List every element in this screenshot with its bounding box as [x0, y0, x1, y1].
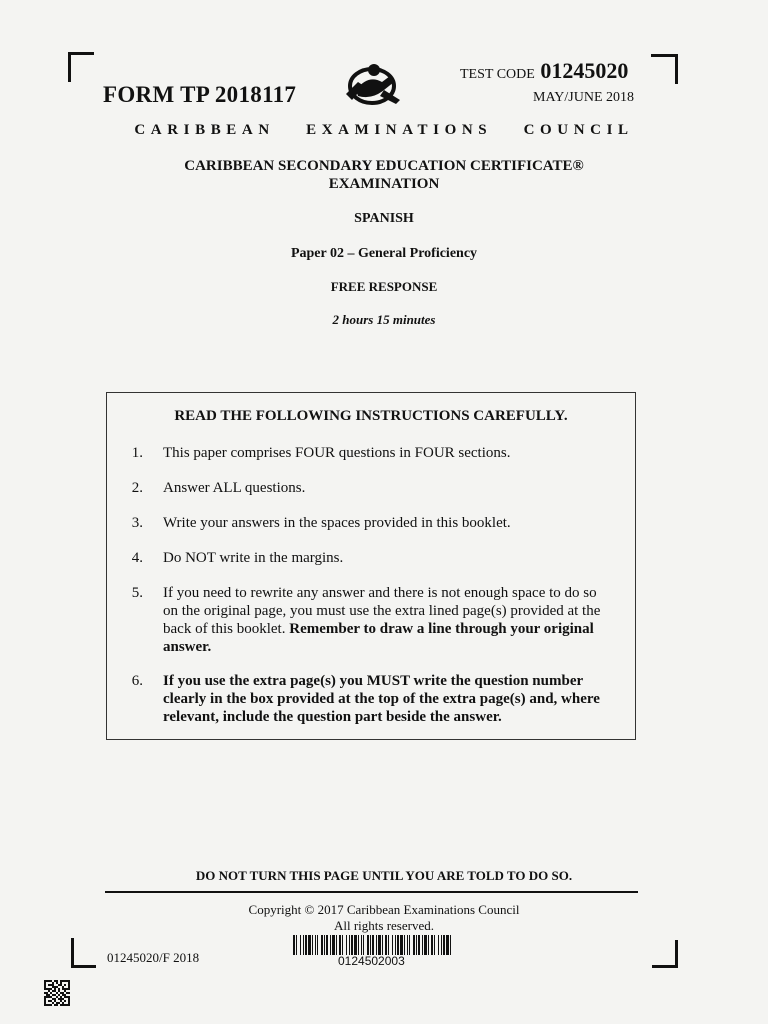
barcode-bar — [416, 935, 417, 955]
qr-module — [48, 996, 50, 998]
qr-module — [44, 1002, 46, 1004]
instruction-text: This paper comprises FOUR questions in FOUR sections. — [163, 445, 511, 461]
qr-module — [60, 980, 62, 982]
paper-title: Paper 02 – General Proficiency — [290, 246, 478, 261]
barcode-bar — [293, 935, 295, 955]
qr-module — [50, 988, 52, 990]
instruction-number: 4. — [131, 550, 143, 566]
test-code-label: TEST CODE — [460, 67, 535, 82]
barcode-bar — [407, 935, 408, 955]
qr-module — [62, 980, 64, 982]
barcode-bar — [392, 935, 393, 955]
corner-mark-bottom-right-v — [675, 940, 678, 968]
qr-module — [60, 1004, 62, 1006]
qr-module — [52, 986, 54, 988]
qr-module — [68, 998, 70, 1000]
qr-module — [64, 990, 66, 992]
corner-mark-top-left-h — [68, 52, 94, 55]
certificate-title-line2: EXAMINATION — [328, 176, 440, 192]
qr-module — [64, 1000, 66, 1002]
qr-module — [52, 982, 54, 984]
qr-module — [48, 1004, 50, 1006]
qr-module — [44, 996, 46, 998]
barcode-bar — [409, 935, 410, 955]
barcode-bar — [317, 935, 318, 955]
qr-module — [64, 996, 66, 998]
qr-module — [60, 1000, 62, 1002]
qr-module — [46, 992, 48, 994]
qr-module — [52, 984, 54, 986]
qr-module — [62, 986, 64, 988]
qr-module — [48, 988, 50, 990]
qr-module — [64, 994, 66, 996]
exam-duration: 2 hours 15 minutes — [332, 312, 436, 327]
barcode-bar — [424, 935, 427, 955]
council-name: CARIBBEAN EXAMINATIONS COUNCIL — [134, 122, 634, 138]
barcode-bar — [431, 935, 433, 955]
instruction-text: If you need to rewrite any answer and there is not enough space to do so on the original page, you must use the extra lined page(s) provided at the back of this booklet. — [163, 585, 601, 637]
qr-module — [68, 1004, 70, 1006]
barcode-bar — [332, 935, 335, 955]
qr-module — [46, 996, 48, 998]
instruction-text: If you use the extra page(s) you MUST write the question number clearly in the box provided at the top of the extra page(s) and, where relevant, include the question part beside the answer. — [163, 673, 600, 725]
qr-module — [66, 980, 68, 982]
qr-module — [56, 982, 58, 984]
qr-module — [54, 998, 56, 1000]
barcode-bar — [404, 935, 405, 955]
instruction-text: Answer ALL questions. — [163, 480, 306, 496]
qr-module — [56, 1002, 58, 1004]
barcode-bar — [438, 935, 439, 955]
barcode-bar — [300, 935, 301, 955]
qr-module — [66, 988, 68, 990]
cxc-logo — [338, 60, 406, 108]
qr-module — [60, 992, 62, 994]
instruction-number: 3. — [131, 515, 143, 531]
barcode-bar — [351, 935, 353, 955]
barcode-icon — [293, 935, 453, 955]
instruction-number: 1. — [131, 445, 143, 461]
barcode-bar — [395, 935, 396, 955]
qr-module — [54, 986, 56, 988]
barcode-bar — [303, 935, 304, 955]
qr-module — [46, 1004, 48, 1006]
barcode-bar — [339, 935, 341, 955]
qr-module — [54, 1000, 56, 1002]
barcode-bar — [450, 935, 451, 955]
rights-notice: All rights reserved. — [333, 918, 434, 933]
qr-module — [62, 992, 64, 994]
qr-module — [52, 1002, 54, 1004]
barcode-bar — [413, 935, 415, 955]
barcode-bar — [312, 935, 313, 955]
barcode-bar — [434, 935, 435, 955]
qr-module — [62, 1004, 64, 1006]
corner-mark-top-right-h — [651, 54, 678, 57]
qr-module — [50, 1000, 52, 1002]
qr-module — [66, 996, 68, 998]
qr-module — [68, 982, 70, 984]
qr-module — [54, 990, 56, 992]
qr-module — [60, 998, 62, 1000]
barcode-bar — [367, 935, 369, 955]
barcode-bar — [354, 935, 357, 955]
barcode-bar — [372, 935, 374, 955]
qr-module — [52, 994, 54, 996]
qr-module — [68, 996, 70, 998]
qr-module — [50, 980, 52, 982]
qr-module — [60, 984, 62, 986]
qr-module — [56, 992, 58, 994]
barcode-bar — [385, 935, 387, 955]
qr-module — [64, 980, 66, 982]
corner-mark-bottom-left-v — [71, 938, 74, 968]
qr-module — [58, 988, 60, 990]
qr-module — [56, 980, 58, 982]
qr-module — [44, 988, 46, 990]
qr-module — [56, 1004, 58, 1006]
corner-mark-bottom-right-h — [652, 965, 678, 968]
qr-module — [66, 1004, 68, 1006]
footer-divider — [105, 891, 638, 893]
qr-module — [54, 988, 56, 990]
qr-module — [52, 998, 54, 1000]
corner-mark-bottom-left-h — [71, 965, 96, 968]
qr-module — [54, 1004, 56, 1006]
barcode-bar — [336, 935, 337, 955]
qr-module — [60, 996, 62, 998]
qr-module — [54, 994, 56, 996]
copyright-notice: Copyright © 2017 Caribbean Examinations Council — [248, 902, 520, 917]
qr-module — [68, 986, 70, 988]
corner-mark-top-right-v — [675, 54, 678, 84]
barcode-bar — [443, 935, 445, 955]
barcode-bar — [418, 935, 420, 955]
barcode-bar — [349, 935, 350, 955]
qr-module — [68, 984, 70, 986]
qr-module — [48, 994, 50, 996]
instruction-text-5 — [163, 584, 613, 656]
qr-module — [62, 1002, 64, 1004]
qr-module — [62, 988, 64, 990]
barcode-bar — [422, 935, 423, 955]
qr-module — [64, 984, 66, 986]
qr-module — [44, 986, 46, 988]
qr-module — [56, 986, 58, 988]
qr-module — [48, 984, 50, 986]
instructions-heading: READ THE FOLLOWING INSTRUCTIONS CAREFULLY. — [174, 408, 568, 424]
qr-module — [60, 982, 62, 984]
qr-module — [54, 980, 56, 982]
qr-module — [48, 990, 50, 992]
qr-code-icon — [44, 980, 70, 1006]
barcode-bar — [308, 935, 311, 955]
qr-module — [48, 1000, 50, 1002]
qr-module — [68, 992, 70, 994]
qr-module — [50, 984, 52, 986]
qr-module — [68, 980, 70, 982]
barcode-bar — [326, 935, 328, 955]
barcode-bar — [296, 935, 297, 955]
qr-module — [66, 992, 68, 994]
turn-page-warning: DO NOT TURN THIS PAGE UNTIL YOU ARE TOLD TO DO SO. — [195, 868, 573, 883]
barcode-bar — [315, 935, 316, 955]
qr-module — [52, 990, 54, 992]
barcode-bar — [370, 935, 371, 955]
qr-module — [46, 980, 48, 982]
barcode-bar — [446, 935, 449, 955]
instruction-emphasis: Remember to draw a line through your original answer. — [163, 621, 594, 655]
qr-module — [68, 988, 70, 990]
qr-module — [58, 994, 60, 996]
barcode-bar — [376, 935, 377, 955]
corner-mark-top-left-v — [68, 52, 71, 82]
qr-module — [46, 994, 48, 996]
qr-module — [56, 996, 58, 998]
barcode-bar — [441, 935, 442, 955]
qr-module — [62, 994, 64, 996]
qr-module — [58, 1002, 60, 1004]
barcode-bar — [382, 935, 383, 955]
qr-module — [58, 984, 60, 986]
qr-module — [44, 984, 46, 986]
barcode-bar — [400, 935, 403, 955]
qr-module — [44, 980, 46, 982]
barcode-bar — [361, 935, 362, 955]
barcode-bar — [388, 935, 389, 955]
qr-module — [44, 1004, 46, 1006]
barcode-bar — [378, 935, 381, 955]
qr-module — [48, 980, 50, 982]
qr-module — [62, 998, 64, 1000]
form-code: FORM TP 2018117 — [103, 82, 297, 107]
barcode-bar — [330, 935, 331, 955]
qr-module — [64, 1004, 66, 1006]
qr-module — [58, 990, 60, 992]
barcode-number: 0124502003 — [338, 954, 405, 968]
barcode-bar — [321, 935, 323, 955]
qr-module — [44, 1000, 46, 1002]
barcode-bar — [363, 935, 364, 955]
barcode-bar — [428, 935, 429, 955]
instruction-number: 6. — [131, 673, 143, 689]
qr-module — [50, 996, 52, 998]
qr-module — [46, 988, 48, 990]
barcode-bar — [397, 935, 399, 955]
barcode-bar — [346, 935, 347, 955]
test-code-number: 01245020 — [540, 58, 629, 83]
barcode-bar — [305, 935, 307, 955]
certificate-title-line1: CARIBBEAN SECONDARY EDUCATION CERTIFICATE® — [184, 158, 584, 174]
qr-module — [44, 982, 46, 984]
barcode-bar — [324, 935, 325, 955]
qr-module — [68, 1000, 70, 1002]
instructions-box — [106, 392, 636, 740]
qr-module — [50, 992, 52, 994]
response-type: FREE RESPONSE — [330, 279, 438, 294]
qr-module — [68, 1002, 70, 1004]
instruction-text: Do NOT write in the margins. — [163, 550, 344, 566]
qr-module — [50, 1004, 52, 1006]
instruction-number: 2. — [131, 480, 143, 496]
test-code — [460, 58, 628, 84]
instruction-number: 5. — [131, 585, 143, 601]
exam-session: MAY/JUNE 2018 — [533, 90, 634, 105]
barcode-bar — [358, 935, 359, 955]
barcode-bar — [342, 935, 343, 955]
qr-module — [64, 988, 66, 990]
paper-code: 01245020/F 2018 — [107, 950, 200, 965]
qr-module — [58, 998, 60, 1000]
qr-module — [44, 998, 46, 1000]
instruction-text: Write your answers in the spaces provided in this booklet. — [163, 515, 511, 531]
subject-title: SPANISH — [354, 211, 414, 226]
qr-module — [44, 992, 46, 994]
